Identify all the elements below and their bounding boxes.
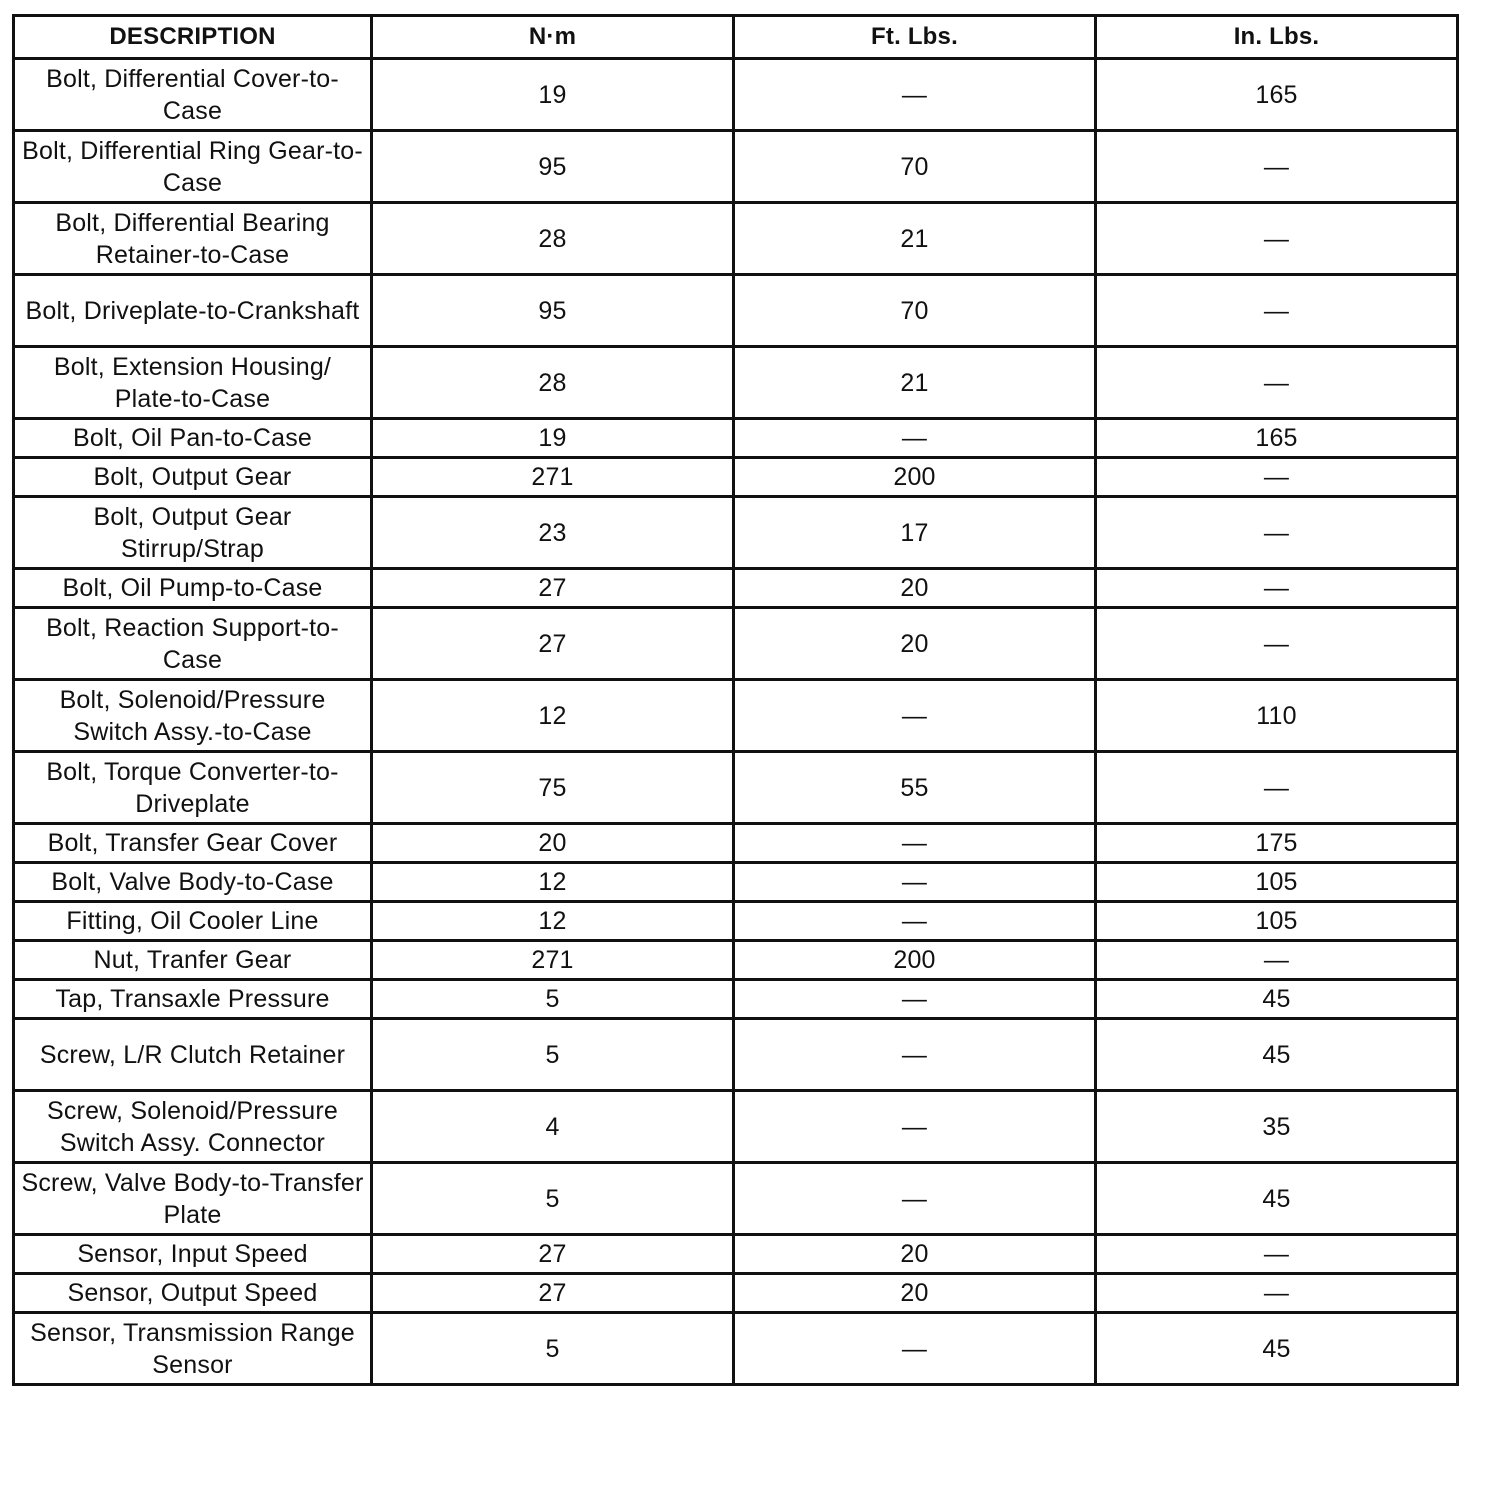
cell-in-lbs: — (1096, 497, 1458, 569)
cell-description: Bolt, Driveplate-to-Crankshaft (14, 275, 372, 347)
cell-in-lbs: — (1096, 752, 1458, 824)
cell-description: Sensor, Output Speed (14, 1274, 372, 1313)
cell-ft-lbs: 70 (734, 131, 1096, 203)
cell-ft-lbs: — (734, 863, 1096, 902)
cell-in-lbs: — (1096, 941, 1458, 980)
cell-in-lbs: 35 (1096, 1091, 1458, 1163)
cell-ft-lbs: 20 (734, 1274, 1096, 1313)
cell-nm: 5 (372, 1313, 734, 1385)
table-row (14, 59, 1458, 131)
cell-in-lbs: — (1096, 1274, 1458, 1313)
cell-in-lbs: 45 (1096, 1313, 1458, 1385)
cell-ft-lbs: 70 (734, 275, 1096, 347)
cell-nm: 28 (372, 347, 734, 419)
cell-ft-lbs: — (734, 824, 1096, 863)
cell-description: Fitting, Oil Cooler Line (14, 902, 372, 941)
cell-ft-lbs: — (734, 59, 1096, 131)
cell-in-lbs: — (1096, 203, 1458, 275)
cell-in-lbs: 110 (1096, 680, 1458, 752)
header-ft-lbs: Ft. Lbs. (734, 16, 1096, 59)
cell-ft-lbs: — (734, 1091, 1096, 1163)
cell-in-lbs: 165 (1096, 419, 1458, 458)
cell-ft-lbs: — (734, 419, 1096, 458)
table-row (14, 1274, 1458, 1313)
table-row (14, 1019, 1458, 1091)
cell-description: Nut, Tranfer Gear (14, 941, 372, 980)
cell-ft-lbs: — (734, 1019, 1096, 1091)
header-description: DESCRIPTION (14, 16, 372, 59)
cell-nm: 12 (372, 863, 734, 902)
cell-nm: 12 (372, 680, 734, 752)
cell-in-lbs: 45 (1096, 980, 1458, 1019)
cell-in-lbs: — (1096, 347, 1458, 419)
torque-spec-table (12, 14, 1459, 1386)
cell-description: Bolt, Output Gear Stirrup/Strap (14, 497, 372, 569)
cell-in-lbs: 105 (1096, 863, 1458, 902)
cell-ft-lbs: 200 (734, 941, 1096, 980)
cell-description: Screw, Valve Body-to-Transfer Plate (14, 1163, 372, 1235)
table-row (14, 275, 1458, 347)
cell-description: Bolt, Output Gear (14, 458, 372, 497)
cell-in-lbs: 45 (1096, 1163, 1458, 1235)
cell-nm: 12 (372, 902, 734, 941)
table-row (14, 941, 1458, 980)
table-row (14, 497, 1458, 569)
table-row (14, 1163, 1458, 1235)
cell-in-lbs: — (1096, 1235, 1458, 1274)
cell-ft-lbs: — (734, 902, 1096, 941)
cell-in-lbs: — (1096, 458, 1458, 497)
table-row (14, 1235, 1458, 1274)
cell-nm: 95 (372, 131, 734, 203)
cell-ft-lbs: 17 (734, 497, 1096, 569)
table-row (14, 1091, 1458, 1163)
cell-description: Bolt, Differential Ring Gear-to-Case (14, 131, 372, 203)
table-row (14, 419, 1458, 458)
table-row (14, 1313, 1458, 1385)
cell-ft-lbs: 200 (734, 458, 1096, 497)
cell-nm: 27 (372, 1235, 734, 1274)
cell-nm: 20 (372, 824, 734, 863)
cell-description: Bolt, Torque Converter-to-Driveplate (14, 752, 372, 824)
cell-nm: 19 (372, 419, 734, 458)
cell-nm: 5 (372, 980, 734, 1019)
table-row (14, 902, 1458, 941)
cell-ft-lbs: 20 (734, 569, 1096, 608)
table-row (14, 863, 1458, 902)
cell-nm: 95 (372, 275, 734, 347)
table-row (14, 680, 1458, 752)
cell-description: Sensor, Transmission Range Sensor (14, 1313, 372, 1385)
cell-nm: 19 (372, 59, 734, 131)
table-row (14, 203, 1458, 275)
table-row (14, 824, 1458, 863)
cell-nm: 5 (372, 1019, 734, 1091)
cell-nm: 271 (372, 941, 734, 980)
table-row (14, 752, 1458, 824)
cell-description: Tap, Transaxle Pressure (14, 980, 372, 1019)
cell-ft-lbs: 21 (734, 347, 1096, 419)
cell-in-lbs: — (1096, 131, 1458, 203)
cell-nm: 75 (372, 752, 734, 824)
cell-in-lbs: 45 (1096, 1019, 1458, 1091)
table-row (14, 347, 1458, 419)
cell-ft-lbs: 20 (734, 608, 1096, 680)
cell-ft-lbs: 20 (734, 1235, 1096, 1274)
cell-description: Bolt, Valve Body-to-Case (14, 863, 372, 902)
table-row (14, 980, 1458, 1019)
table-row (14, 569, 1458, 608)
cell-in-lbs: 175 (1096, 824, 1458, 863)
header-nm: N·m (372, 16, 734, 59)
table-row (14, 458, 1458, 497)
cell-description: Bolt, Extension Housing/ Plate-to-Case (14, 347, 372, 419)
cell-description: Sensor, Input Speed (14, 1235, 372, 1274)
cell-ft-lbs: — (734, 1163, 1096, 1235)
cell-description: Bolt, Transfer Gear Cover (14, 824, 372, 863)
cell-description: Bolt, Reaction Support-to-Case (14, 608, 372, 680)
header-row (14, 16, 1458, 59)
cell-in-lbs: 105 (1096, 902, 1458, 941)
cell-ft-lbs: — (734, 980, 1096, 1019)
cell-description: Bolt, Oil Pan-to-Case (14, 419, 372, 458)
cell-in-lbs: — (1096, 569, 1458, 608)
cell-nm: 271 (372, 458, 734, 497)
table-row (14, 608, 1458, 680)
cell-description: Bolt, Oil Pump-to-Case (14, 569, 372, 608)
cell-nm: 27 (372, 608, 734, 680)
cell-nm: 5 (372, 1163, 734, 1235)
cell-description: Screw, Solenoid/Pressure Switch Assy. Connector (14, 1091, 372, 1163)
header-in-lbs: In. Lbs. (1096, 16, 1458, 59)
cell-description: Bolt, Differential Cover-to-Case (14, 59, 372, 131)
table-body (14, 59, 1458, 1385)
cell-nm: 23 (372, 497, 734, 569)
cell-ft-lbs: 21 (734, 203, 1096, 275)
cell-ft-lbs: 55 (734, 752, 1096, 824)
cell-nm: 28 (372, 203, 734, 275)
cell-ft-lbs: — (734, 1313, 1096, 1385)
cell-description: Screw, L/R Clutch Retainer (14, 1019, 372, 1091)
cell-description: Bolt, Differential Bearing Retainer-to-Case (14, 203, 372, 275)
table-row (14, 131, 1458, 203)
cell-nm: 4 (372, 1091, 734, 1163)
cell-nm: 27 (372, 1274, 734, 1313)
cell-description: Bolt, Solenoid/Pressure Switch Assy.-to-Case (14, 680, 372, 752)
cell-ft-lbs: — (734, 680, 1096, 752)
cell-in-lbs: — (1096, 608, 1458, 680)
cell-nm: 27 (372, 569, 734, 608)
cell-in-lbs: 165 (1096, 59, 1458, 131)
cell-in-lbs: — (1096, 275, 1458, 347)
